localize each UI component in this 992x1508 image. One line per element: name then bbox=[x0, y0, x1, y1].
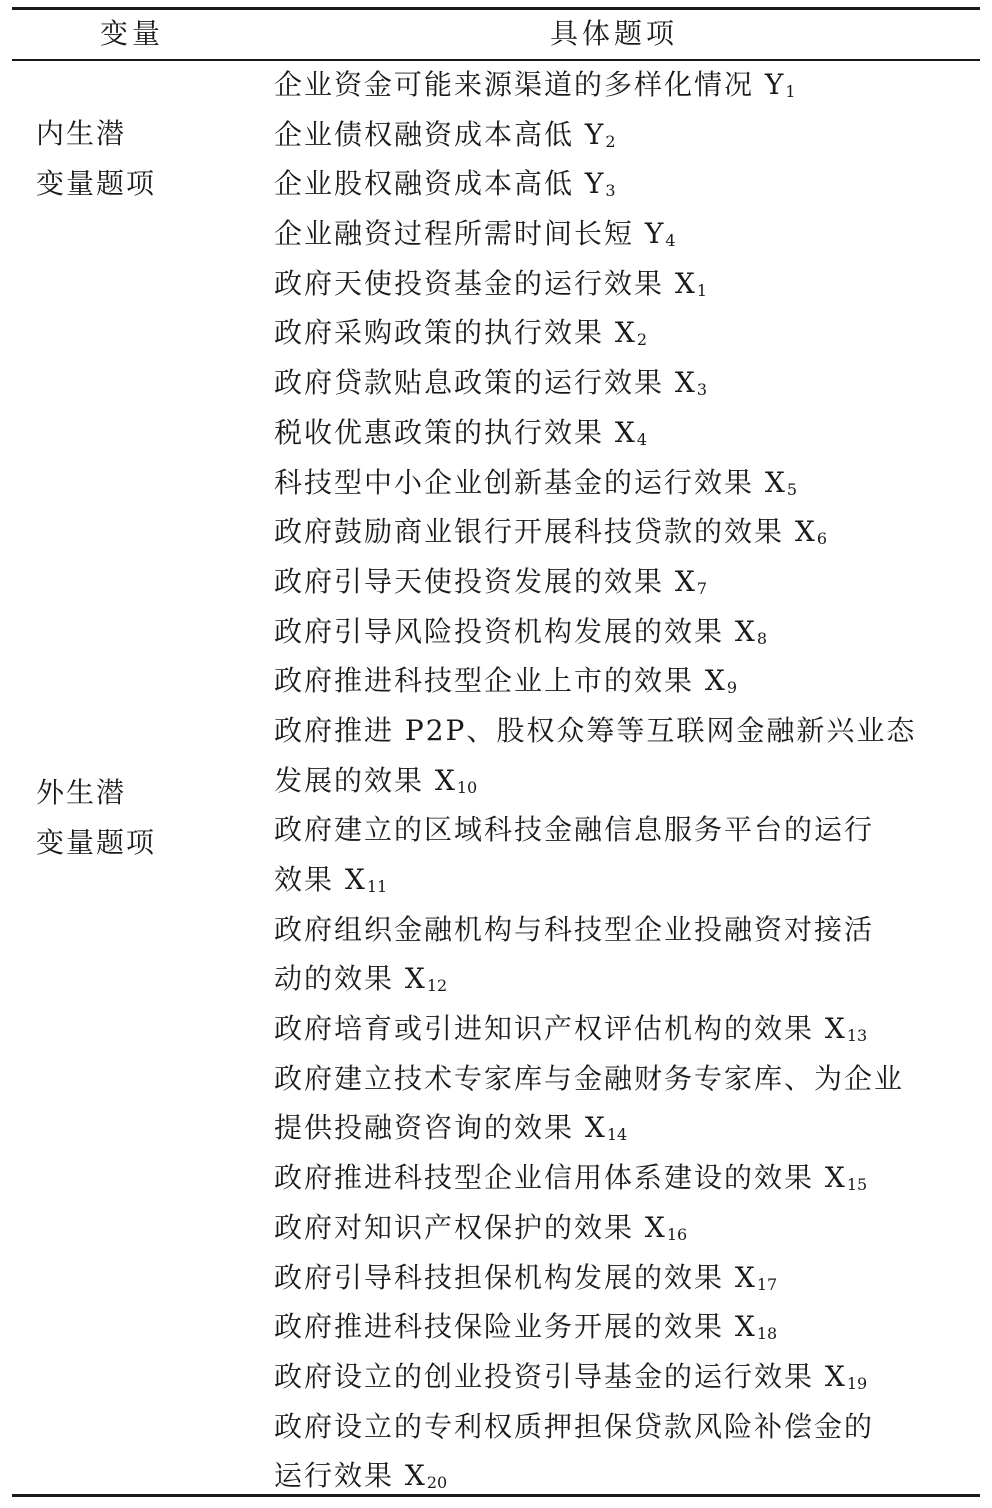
item-line bbox=[274, 656, 964, 706]
item-text: 企业资金可能来源渠道的多样化情况 Y bbox=[274, 68, 786, 101]
item-subscript: 1 bbox=[696, 280, 708, 300]
item-text: 政府引导科技担保机构发展的效果 X bbox=[274, 1260, 757, 1294]
item-subscript: 11 bbox=[366, 877, 388, 896]
item-text: 政府推进 P2P、股权众筹等互联网金融新兴业态 bbox=[274, 713, 917, 747]
item-text: 企业融资过程所需时间长短 Y bbox=[274, 217, 666, 251]
item-subscript: 4 bbox=[665, 231, 676, 251]
item-text: 效果 X bbox=[274, 863, 367, 896]
group-label-line: 内生潜 bbox=[36, 117, 127, 150]
item-line bbox=[274, 1302, 964, 1352]
item-subscript: 3 bbox=[605, 181, 616, 201]
group-label-endogenous bbox=[36, 109, 216, 209]
item-subscript: 2 bbox=[605, 131, 616, 151]
item-subscript: 4 bbox=[636, 429, 648, 449]
item-line bbox=[274, 855, 964, 905]
item-line bbox=[274, 408, 964, 458]
item-line bbox=[274, 308, 964, 358]
item-line bbox=[274, 756, 964, 806]
item-text: 提供投融资咨询的效果 X bbox=[274, 1111, 607, 1145]
item-text: 税收优惠政策的执行效果 X bbox=[274, 415, 637, 449]
item-line bbox=[274, 209, 964, 259]
item-line bbox=[274, 557, 964, 607]
item-subscript: 5 bbox=[786, 479, 798, 499]
item-text: 政府设立的创业投资引导基金的运行效果 X bbox=[274, 1359, 847, 1393]
item-line bbox=[274, 706, 964, 756]
item-text: 政府鼓励商业银行开展科技贷款的效果 X bbox=[274, 515, 817, 549]
item-text: 政府组织金融机构与科技型企业投融资对接活 bbox=[274, 912, 875, 946]
table-top-rule bbox=[12, 7, 980, 10]
item-text: 企业股权融资成本高低 Y bbox=[274, 167, 606, 201]
header-item: 具体题项 bbox=[550, 17, 679, 50]
item-line bbox=[274, 1004, 964, 1054]
item-subscript: 15 bbox=[846, 1175, 868, 1195]
table-bottom-rule bbox=[12, 1494, 980, 1497]
group-label-exogenous bbox=[36, 768, 216, 868]
item-line bbox=[274, 110, 964, 160]
item-subscript: 3 bbox=[696, 380, 708, 400]
item-subscript: 18 bbox=[756, 1324, 778, 1344]
item-line bbox=[274, 358, 964, 408]
item-line bbox=[274, 1054, 964, 1104]
item-text: 政府推进科技保险业务开展的效果 X bbox=[274, 1310, 757, 1344]
item-text: 政府天使投资基金的运行效果 X bbox=[274, 266, 697, 300]
item-line bbox=[274, 905, 964, 955]
item-line bbox=[274, 805, 964, 855]
item-text: 运行效果 X bbox=[274, 1459, 427, 1493]
item-line bbox=[274, 1103, 964, 1153]
item-text: 发展的效果 X bbox=[274, 763, 457, 797]
item-line bbox=[274, 1352, 964, 1402]
group-label-line: 变量题项 bbox=[36, 167, 157, 200]
item-line bbox=[274, 60, 964, 110]
item-text: 动的效果 X bbox=[274, 962, 427, 996]
item-text: 政府对知识产权保护的效果 X bbox=[274, 1210, 667, 1244]
item-subscript: 14 bbox=[606, 1125, 628, 1145]
header-variable: 变量 bbox=[100, 17, 165, 50]
item-line bbox=[274, 1203, 964, 1253]
item-subscript: 7 bbox=[696, 578, 708, 598]
group-label-line: 外生潜 bbox=[36, 776, 127, 809]
item-subscript: 9 bbox=[726, 678, 738, 698]
group-label-line: 变量题项 bbox=[36, 826, 157, 859]
item-line bbox=[274, 507, 964, 557]
item-subscript: 19 bbox=[846, 1373, 868, 1393]
item-text: 政府建立的区域科技金融信息服务平台的运行 bbox=[274, 813, 875, 847]
item-line bbox=[274, 458, 964, 508]
item-subscript: 2 bbox=[636, 330, 648, 350]
item-subscript: 1 bbox=[785, 82, 796, 101]
item-text: 政府贷款贴息政策的运行效果 X bbox=[274, 366, 697, 400]
item-line bbox=[274, 1402, 964, 1452]
item-text: 科技型中小企业创新基金的运行效果 X bbox=[274, 465, 787, 499]
item-line bbox=[274, 159, 964, 209]
item-subscript: 20 bbox=[426, 1473, 448, 1493]
item-text: 政府建立技术专家库与金融财务专家库、为企业 bbox=[274, 1061, 905, 1095]
item-line bbox=[274, 607, 964, 657]
item-line bbox=[274, 1153, 964, 1203]
item-subscript: 13 bbox=[846, 1026, 868, 1046]
item-line bbox=[274, 259, 964, 309]
item-text: 政府推进科技型企业上市的效果 X bbox=[274, 664, 727, 698]
item-line bbox=[274, 1253, 964, 1303]
item-subscript: 6 bbox=[816, 529, 828, 549]
item-subscript: 8 bbox=[756, 628, 768, 648]
item-text: 政府设立的专利权质押担保贷款风险补偿金的 bbox=[274, 1409, 875, 1443]
item-column bbox=[274, 60, 964, 1501]
item-text: 政府推进科技型企业信用体系建设的效果 X bbox=[274, 1161, 847, 1195]
item-text: 政府培育或引进知识产权评估机构的效果 X bbox=[274, 1012, 847, 1046]
item-text: 政府引导天使投资发展的效果 X bbox=[274, 564, 697, 598]
item-subscript: 10 bbox=[456, 777, 478, 797]
item-text: 政府引导风险投资机构发展的效果 X bbox=[274, 614, 757, 648]
item-subscript: 16 bbox=[666, 1224, 688, 1244]
item-line bbox=[274, 954, 964, 1004]
item-text: 企业债权融资成本高低 Y bbox=[274, 117, 606, 151]
item-subscript: 17 bbox=[756, 1274, 778, 1294]
item-subscript: 12 bbox=[426, 976, 448, 996]
item-text: 政府采购政策的执行效果 X bbox=[274, 316, 637, 350]
